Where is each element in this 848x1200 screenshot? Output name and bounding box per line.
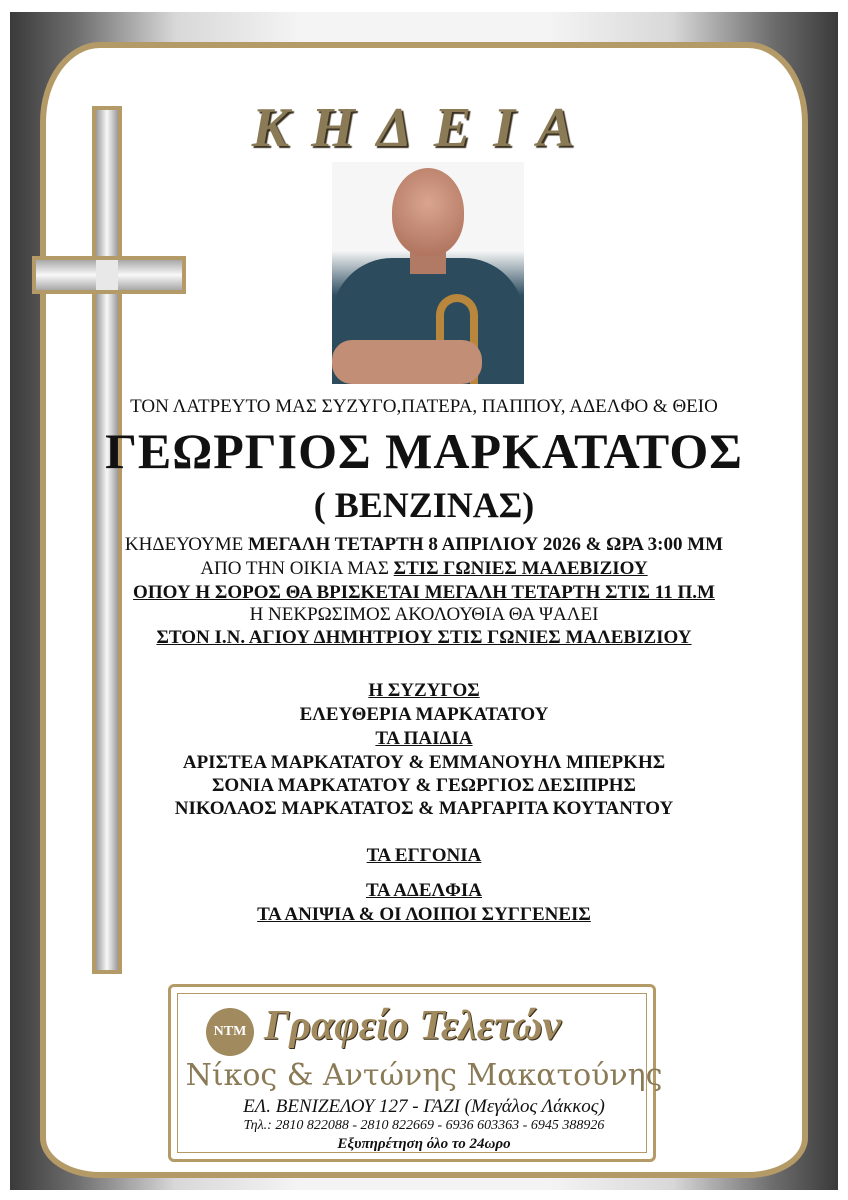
photo-head: [392, 168, 464, 256]
children-label: ΤΑ ΠΑΙΔΙΑ: [375, 728, 473, 749]
notice-heading: ΚΗΔΕΙΑ: [251, 97, 597, 159]
funeral-home-title: Γραφείο Τελετών: [264, 1003, 562, 1049]
deceased-name: ΓΕΩΡΓΙΟΣ ΜΑΡΚΑΤΑΤΟΣ: [105, 423, 743, 479]
viewing-line: ΟΠΟΥ Η ΣΟΡΟΣ ΘΑ ΒΡΙΣΚΕΤΑΙ ΜΕΓΑΛΗ ΤΕΤΑΡΤΗ ΣΤΙΣ 11 Π.Μ: [133, 582, 715, 603]
child-row: ΣΟΝΙΑ ΜΑΡΚΑΤΑΤΟΥ & ΓΕΩΡΓΙΟΣ ΔΕΣΙΠΡΗΣ: [212, 775, 636, 796]
funeral-time-value: ΜΕΓΑΛΗ ΤΕΤΑΡΤΗ 8 ΑΠΡΙΛΙΟΥ 2026 & ΩΡΑ 3:00 ΜΜ: [247, 534, 724, 555]
cross-center: [96, 260, 118, 290]
funeral-time-prefix: ΚΗΔΕΥΟΥΜΕ: [124, 534, 248, 555]
funeral-home-phones: Τηλ.: 2810 822088 - 2810 822669 - 6936 603363 - 6945 388926: [243, 1118, 605, 1133]
funeral-home-owners: Νίκος & Αντώνης Μακατούνης: [185, 1058, 663, 1093]
deceased-photo: [332, 162, 524, 384]
funeral-home-address: ΕΛ. ΒΕΝΙΖΕΛΟΥ 127 - ΓΑΖΙ (Μεγάλος Λάκκος): [243, 1096, 605, 1117]
funeral-home-logo: ΝΤΜ: [206, 1008, 254, 1056]
relatives-label: ΤΑ ΑΝΙΨΙΑ & ΟΙ ΛΟΙΠΟΙ ΣΥΓΓΕΝΕΙΣ: [257, 904, 591, 925]
deceased-nickname: ( ΒΕΝΖΙΝΑΣ): [313, 485, 535, 525]
grandchildren-label: ΤΑ ΕΓΓΟΝΙΑ: [366, 845, 482, 866]
photo-arm: [332, 340, 482, 384]
service-line: Η ΝΕΚΡΩΣΙΜΟΣ ΑΚΟΛΟΥΘΙΑ ΘΑ ΨΑΛΕΙ: [249, 604, 599, 625]
child-row: ΝΙΚΟΛΑΟΣ ΜΑΡΚΑΤΑΤΟΣ & ΜΑΡΓΑΡΙΤΑ ΚΟΥΤΑΝΤΟΥ: [174, 798, 674, 819]
funeral-place-prefix: ΑΠΟ ΤΗΝ ΟΙΚΙΑ ΜΑΣ: [200, 558, 394, 579]
spouse-name: ΕΛΕΥΘΕΡΙΑ ΜΑΡΚΑΤΑΤΟΥ: [299, 704, 549, 725]
funeral-place-value: ΣΤΙΣ ΓΩΝΙΕΣ ΜΑΛΕΒΙΖΙΟΥ: [393, 558, 648, 579]
spouse-label: Η ΣΥΖΥΓΟΣ: [368, 680, 480, 701]
church-line: ΣΤΟΝ Ι.Ν. ΑΓΙΟΥ ΔΗΜΗΤΡΙΟΥ ΣΤΙΣ ΓΩΝΙΕΣ ΜΑΛΕΒΙΖΙΟΥ: [156, 627, 692, 648]
funeral-home-service: Εξυπηρέτηση όλο το 24ωρο: [337, 1136, 511, 1152]
siblings-label: ΤΑ ΑΔΕΛΦΙΑ: [366, 880, 482, 901]
funeral-place-line: [0, 558, 848, 580]
child-row: ΑΡΙΣΤΕΑ ΜΑΡΚΑΤΑΤΟΥ & ΕΜΜΑΝΟΥΗΛ ΜΠΕΡΚΗΣ: [182, 752, 666, 773]
intro-line: ΤΟΝ ΛΑΤΡΕΥΤΟ ΜΑΣ ΣΥΖΥΓΟ,ΠΑΤΕΡΑ, ΠΑΠΠΟΥ, ΑΔΕΛΦΟ & ΘΕΙΟ: [130, 396, 718, 417]
funeral-time-line: [0, 534, 848, 556]
